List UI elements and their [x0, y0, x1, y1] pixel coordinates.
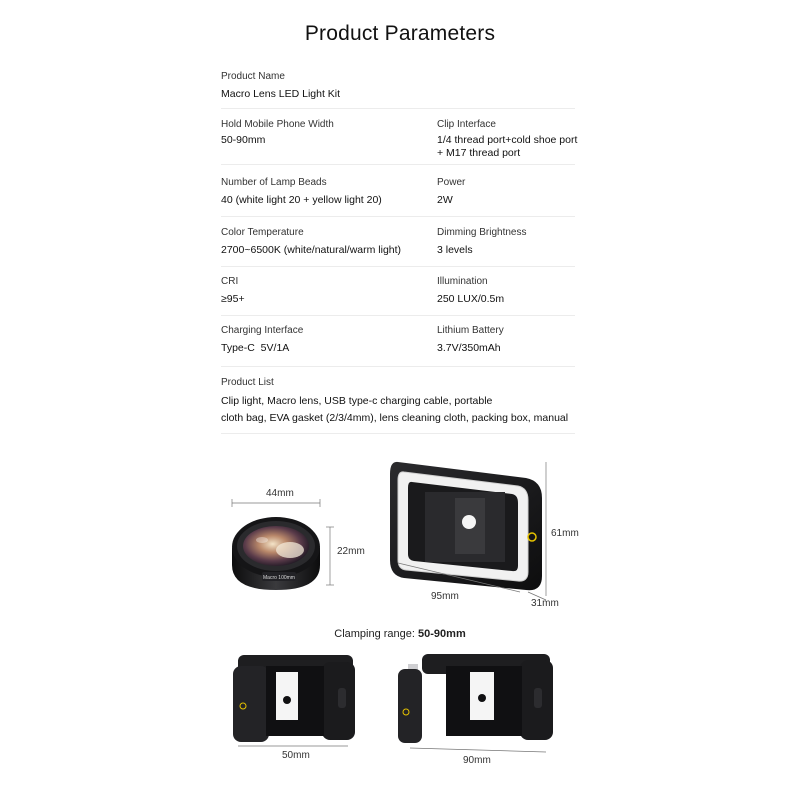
- lens-engraving: Macro 100mm: [263, 575, 295, 581]
- param-value: 3.7V/350mAh: [437, 342, 501, 354]
- clamp-ext-switch: [534, 688, 542, 708]
- clip-center-hole: [462, 515, 476, 529]
- param-value: 2W: [437, 194, 453, 206]
- clamp-max-line: [410, 748, 546, 752]
- param-value: 50-90mm: [221, 134, 266, 146]
- lens-highlight: [256, 537, 268, 543]
- param-value: Macro Lens LED Light Kit: [221, 88, 341, 100]
- param-label: Product Name: [221, 71, 285, 82]
- param-value: cloth bag, EVA gasket (2/3/4mm), lens cleaning cloth, packing box, manual: [221, 412, 569, 424]
- clamping-range-value: 50-90mm: [418, 628, 466, 640]
- macro-lens-image: [232, 517, 320, 590]
- clamp-switch: [338, 688, 346, 708]
- param-label: Illumination: [437, 276, 488, 287]
- clamp-extended-image: [398, 654, 553, 743]
- param-value: Clip light, Macro lens, USB type-c charging cable, portable: [221, 395, 493, 407]
- clip-width-label: 95mm: [431, 591, 459, 602]
- param-value: + M17 thread port: [437, 147, 521, 159]
- param-label: Power: [437, 177, 466, 188]
- clamp-left-grip: [233, 666, 269, 742]
- param-label: CRI: [221, 276, 239, 287]
- param-label: Clip Interface: [437, 119, 496, 130]
- clamp-hole: [283, 696, 291, 704]
- param-label: Charging Interface: [221, 325, 304, 336]
- clamp-max-label: 90mm: [463, 755, 491, 766]
- clamp-min-label: 50mm: [282, 750, 310, 761]
- param-value: 250 LUX/0.5m: [437, 293, 505, 305]
- lens-height-label: 22mm: [337, 546, 365, 557]
- param-label: Dimming Brightness: [437, 227, 527, 238]
- param-value: 2700~6500K (white/natural/warm light): [221, 244, 402, 256]
- led-clip-light-image: [390, 462, 542, 590]
- param-label: Hold Mobile Phone Width: [221, 119, 334, 130]
- param-value: ≥95+: [221, 293, 245, 305]
- page-title: Product Parameters: [304, 22, 496, 45]
- clamping-range-label: Clamping range:: [334, 628, 419, 640]
- param-value: 1/4 thread port+cold shoe port: [437, 134, 578, 146]
- param-label: Product List: [221, 377, 274, 388]
- clamping-range: [0, 628, 800, 640]
- param-value: 40 (white light 20 + yellow light 20): [221, 194, 382, 206]
- clamp-ext-left-grip: [398, 669, 422, 743]
- param-value: 3 levels: [437, 244, 473, 256]
- clip-depth-label: 31mm: [531, 598, 559, 609]
- param-label: Lithium Battery: [437, 325, 504, 336]
- clip-height-label: 61mm: [551, 528, 579, 539]
- clamp-closed-image: [233, 655, 355, 742]
- param-label: Number of Lamp Beads: [221, 177, 327, 188]
- param-label: Color Temperature: [221, 227, 304, 238]
- lens-width-label: 44mm: [266, 488, 294, 499]
- clamp-ext-hole: [478, 694, 486, 702]
- param-value: Type-C 5V/1A: [221, 342, 290, 354]
- lens-reflection: [276, 542, 304, 558]
